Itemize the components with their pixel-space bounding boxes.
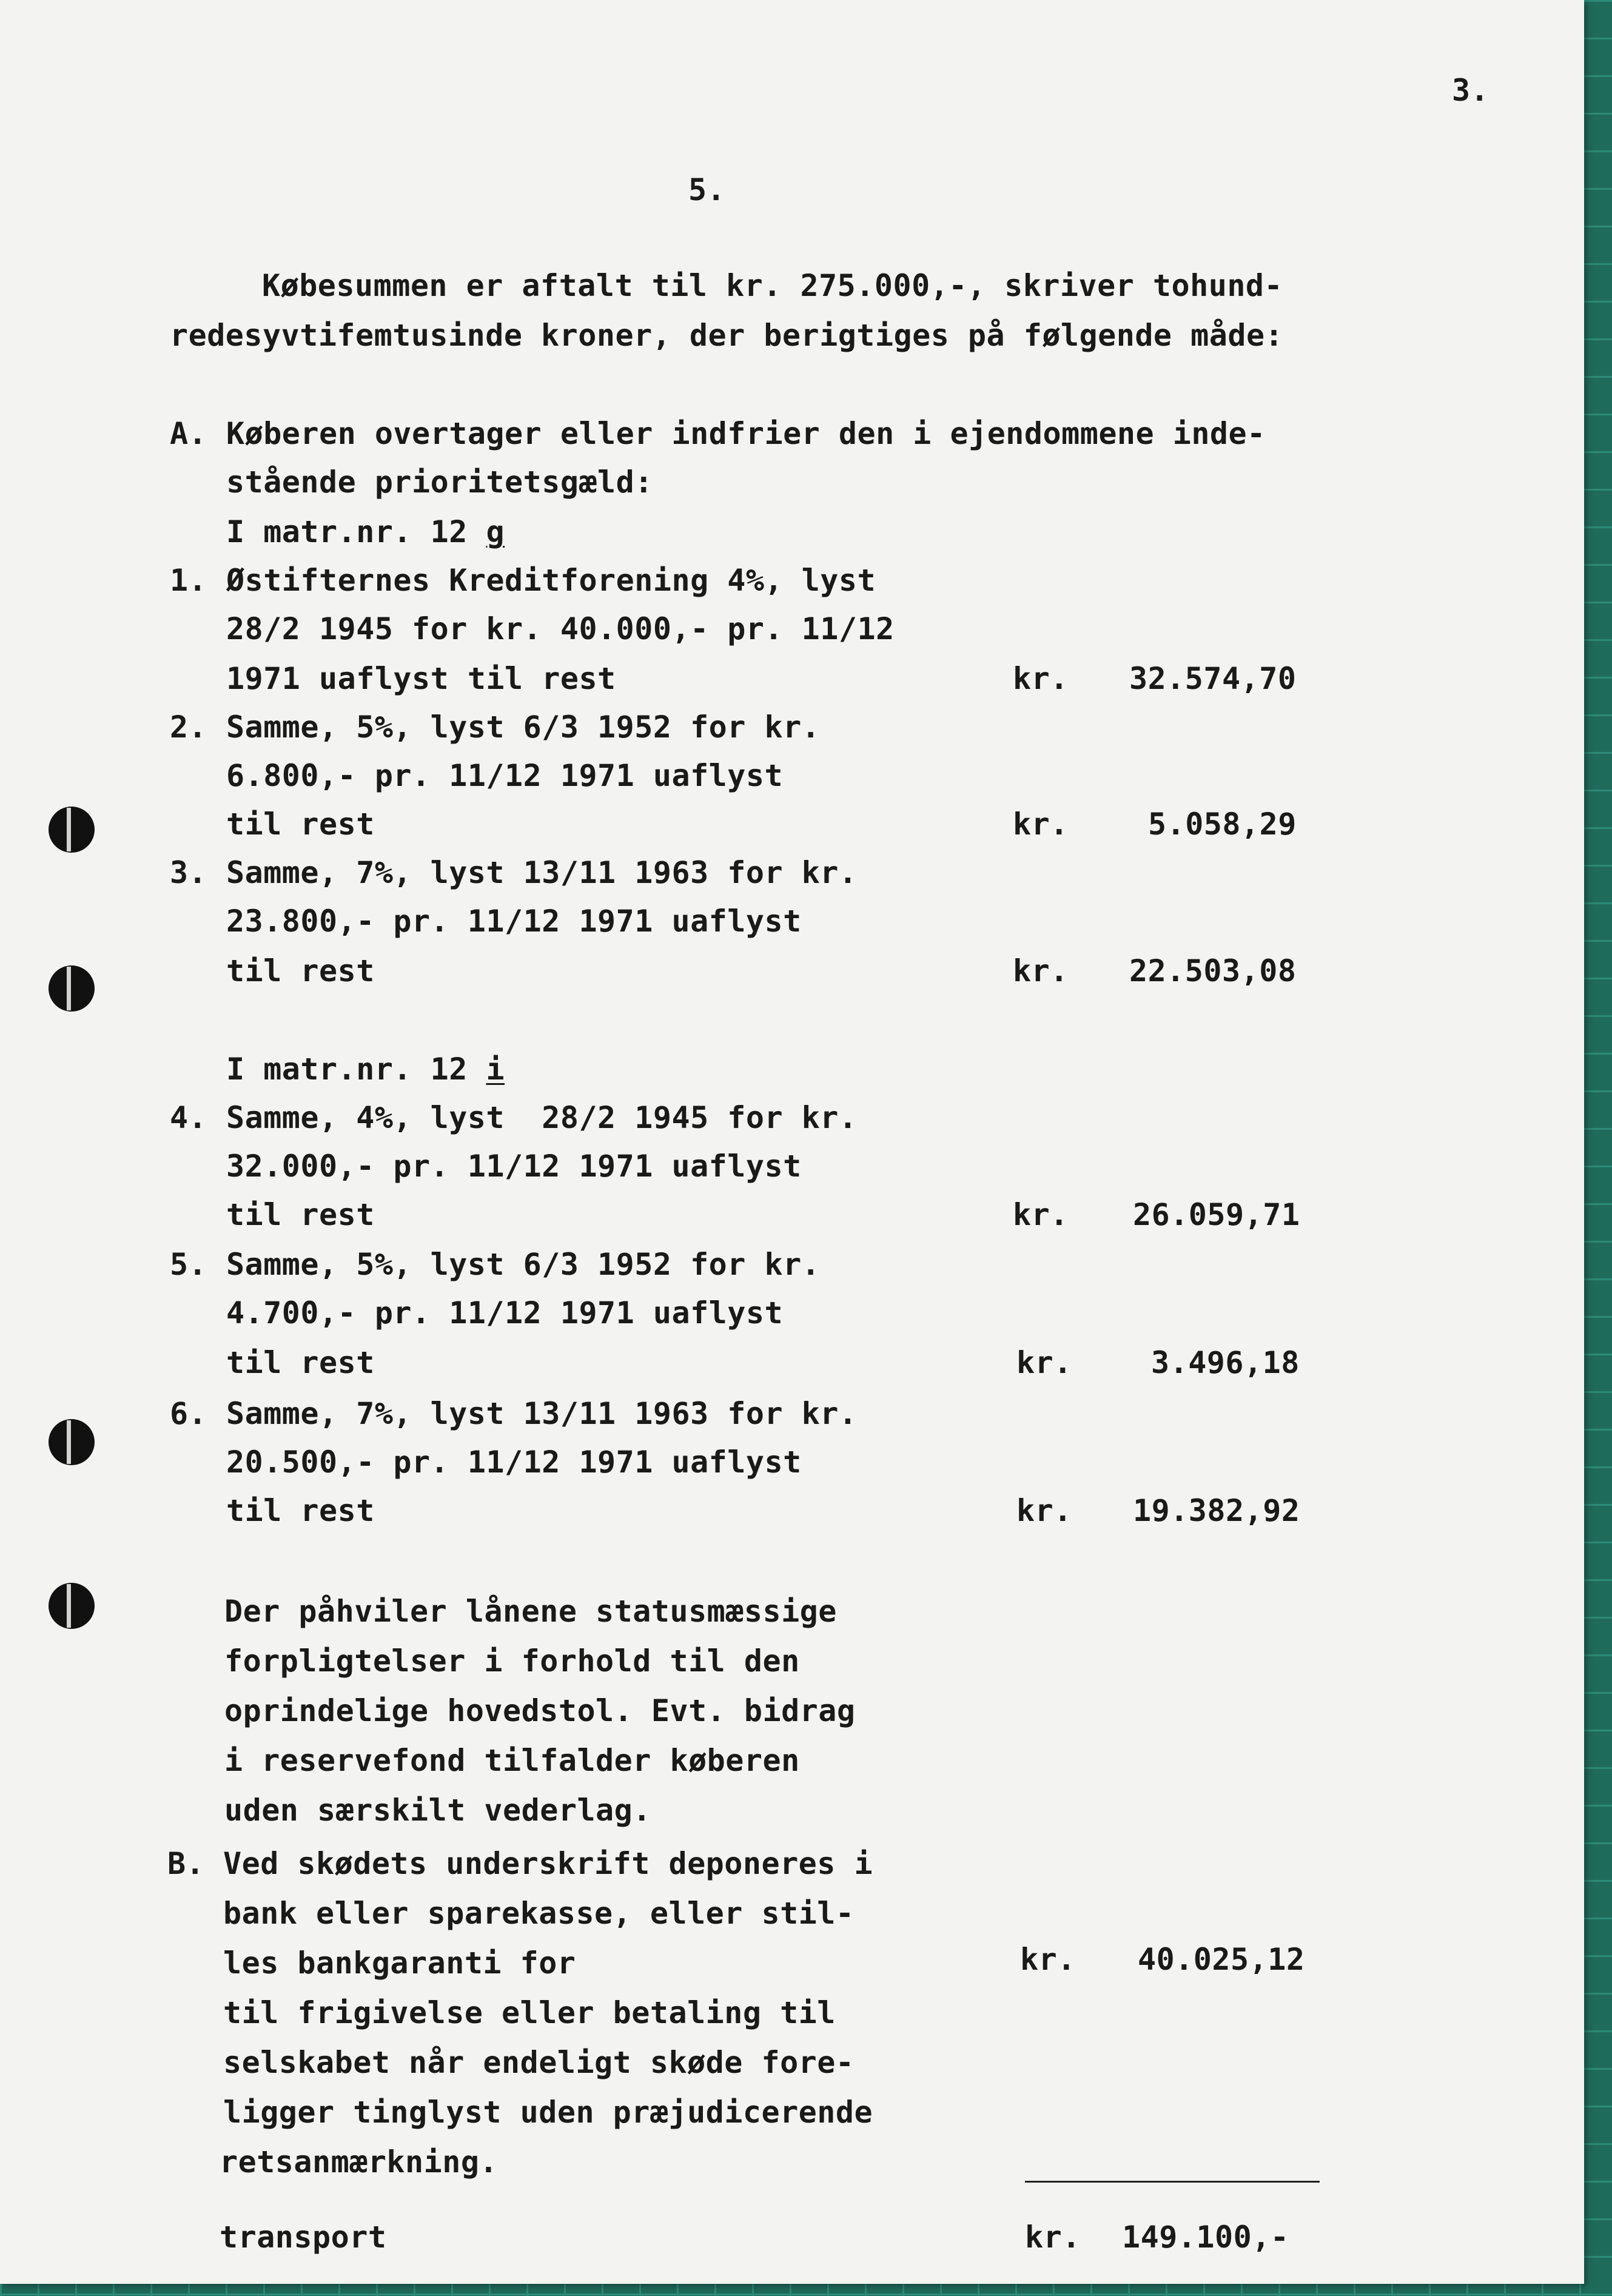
obligations-line: forpligtelser i forhold til den bbox=[224, 1643, 800, 1679]
punch-hole bbox=[49, 1583, 95, 1629]
matr-heading: I matr.nr. 12 i bbox=[226, 1052, 505, 1087]
loan-currency: kr. bbox=[1013, 953, 1069, 989]
loan-text: til rest bbox=[226, 1197, 375, 1232]
loan-text: Samme, 7%, lyst 13/11 1963 for kr. bbox=[226, 855, 858, 890]
loan-number: 4. bbox=[170, 1100, 207, 1135]
loan-amount: 22.503,08 bbox=[1129, 953, 1297, 989]
loan-text: 32.000,- pr. 11/12 1971 uaflyst bbox=[226, 1149, 802, 1184]
loan-currency: kr. bbox=[1016, 1345, 1072, 1380]
loan-amount: 26.059,71 bbox=[1133, 1197, 1300, 1232]
loan-number: 6. bbox=[170, 1396, 207, 1431]
section-number: 5. bbox=[688, 172, 726, 207]
section-b-line: Ved skødets underskrift deponeres i bbox=[223, 1846, 873, 1881]
section-b-line: les bankgaranti for bbox=[223, 1945, 576, 1981]
punch-hole bbox=[49, 965, 95, 1012]
punch-hole bbox=[49, 1419, 95, 1465]
loan-text: Samme, 7%, lyst 13/11 1963 for kr. bbox=[226, 1396, 858, 1431]
loan-text: til rest bbox=[226, 1493, 375, 1528]
intro-line: Købesummen er aftalt til kr. 275.000,-, skriver tohund- bbox=[262, 268, 1283, 303]
loan-text: 23.800,- pr. 11/12 1971 uaflyst bbox=[226, 904, 802, 939]
loan-text: Samme, 5%, lyst 6/3 1952 for kr. bbox=[226, 710, 821, 745]
loan-amount: 3.496,18 bbox=[1151, 1345, 1300, 1380]
section-b-line: til frigivelse eller betaling til bbox=[223, 1995, 836, 2030]
section-b-currency: kr. bbox=[1020, 1942, 1076, 1977]
loan-number: 3. bbox=[170, 855, 207, 890]
obligations-line: Der påhviler lånene statusmæssige bbox=[224, 1594, 837, 1629]
loan-text: 28/2 1945 for kr. 40.000,- pr. 11/12 bbox=[226, 611, 895, 646]
loan-currency: kr. bbox=[1013, 1197, 1069, 1232]
loan-number: 5. bbox=[170, 1247, 207, 1282]
transport-currency: kr. bbox=[1025, 2220, 1081, 2255]
obligations-line: i reservefond tilfalder køberen bbox=[224, 1743, 800, 1778]
loan-text: Samme, 4%, lyst 28/2 1945 for kr. bbox=[226, 1100, 858, 1135]
loan-text: 6.800,- pr. 11/12 1971 uaflyst bbox=[226, 758, 784, 793]
obligations-line: oprindelige hovedstol. Evt. bidrag bbox=[224, 1693, 856, 1728]
sum-rule bbox=[1025, 2181, 1320, 2183]
loan-currency: kr. bbox=[1013, 661, 1069, 696]
loan-number: 2. bbox=[170, 710, 207, 745]
loan-amount: 19.382,92 bbox=[1133, 1493, 1300, 1528]
loan-currency: kr. bbox=[1013, 807, 1069, 842]
section-b-line: retsanmærkning. bbox=[220, 2144, 499, 2180]
section-a-marker: A. bbox=[170, 416, 207, 451]
transport-amount: 149.100,- bbox=[1122, 2220, 1289, 2255]
section-b-line: selskabet når endeligt skøde fore- bbox=[223, 2045, 855, 2080]
loan-amount: 5.058,29 bbox=[1148, 807, 1297, 842]
loan-amount: 32.574,70 bbox=[1129, 661, 1297, 696]
transport-label: transport bbox=[220, 2220, 387, 2255]
section-b-line: ligger tinglyst uden præjudicerende bbox=[223, 2095, 873, 2130]
section-a-line: Køberen overtager eller indfrier den i ejendommene inde- bbox=[226, 416, 1266, 451]
loan-text: Samme, 5%, lyst 6/3 1952 for kr. bbox=[226, 1247, 821, 1282]
loan-text: til rest bbox=[226, 1345, 375, 1380]
matr-heading: I matr.nr. 12 g bbox=[226, 514, 505, 549]
intro-line: redesyvtifemtusinde kroner, der berigtiges på følgende måde: bbox=[170, 318, 1284, 353]
section-a-line: stående prioritetsgæld: bbox=[226, 465, 653, 500]
loan-text: til rest bbox=[226, 807, 375, 842]
loan-text: 1971 uaflyst til rest bbox=[226, 661, 616, 696]
loan-text: til rest bbox=[226, 953, 375, 989]
loan-currency: kr. bbox=[1016, 1493, 1072, 1528]
obligations-line: uden særskilt vederlag. bbox=[224, 1793, 651, 1828]
punch-hole bbox=[49, 807, 95, 853]
section-b-marker: B. bbox=[167, 1846, 205, 1881]
loan-text: 4.700,- pr. 11/12 1971 uaflyst bbox=[226, 1295, 784, 1331]
loan-text: 20.500,- pr. 11/12 1971 uaflyst bbox=[226, 1445, 802, 1480]
loan-number: 1. bbox=[170, 563, 207, 598]
section-b-line: bank eller sparekasse, eller stil- bbox=[223, 1896, 855, 1931]
section-b-amount: 40.025,12 bbox=[1138, 1942, 1305, 1977]
loan-text: Østifternes Kreditforening 4%, lyst bbox=[226, 563, 876, 598]
page-corner-number: 3. bbox=[1452, 73, 1489, 108]
